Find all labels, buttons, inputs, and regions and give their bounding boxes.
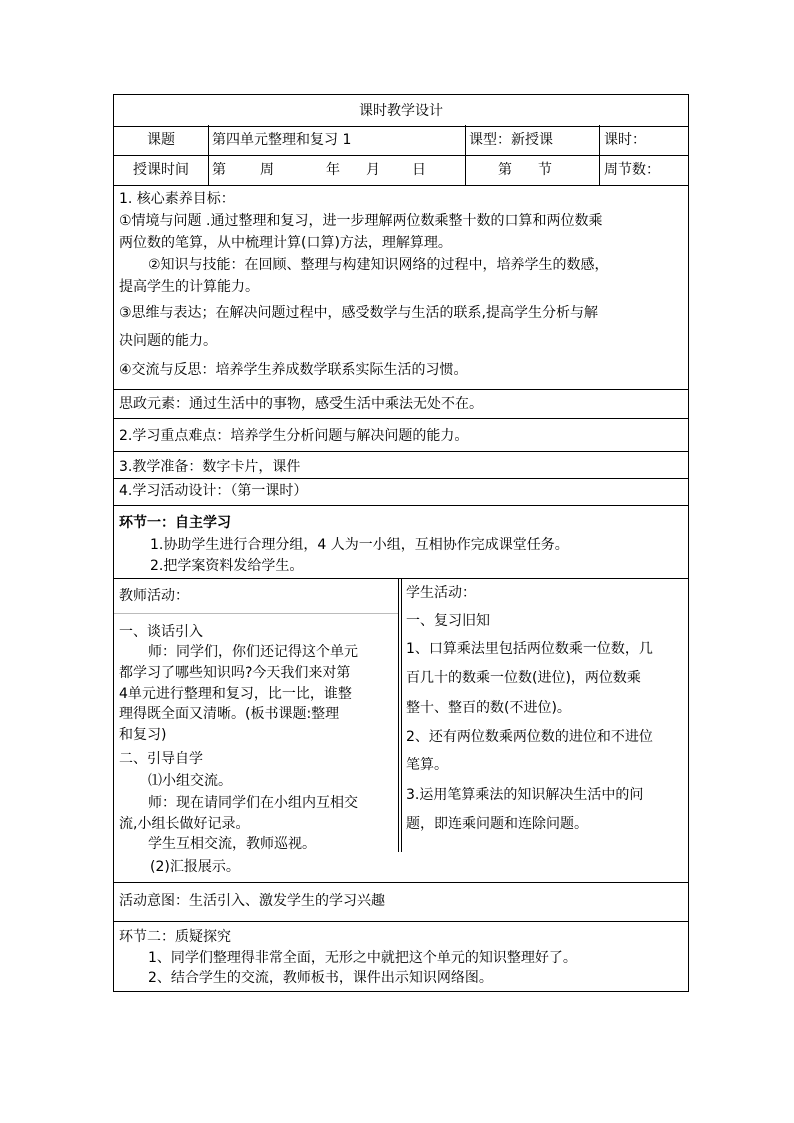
intent-row (113, 882, 689, 922)
activities-section (113, 578, 689, 883)
goal-line: 两位数的笔算，从中梳理计算(口算)方法，理解算理。 (119, 235, 452, 251)
activity-design-row (113, 478, 689, 506)
lesson-period: 课时： (604, 132, 646, 148)
teacher-line: 4单元进行整理和复习，比一比，谁整 (119, 686, 352, 702)
intent-text: 活动意图：生活引入、激发学生的学习兴趣 (119, 893, 385, 909)
time-label: 授课时间 (133, 162, 189, 178)
week-part: 月 (366, 162, 380, 178)
student-line: 1、口算乘法里包括两位数乘一位数，几 (406, 641, 653, 657)
section-one-heading: 环节一：自主学习 (119, 515, 231, 531)
ideology-text: 思政元素：通过生活中的事物，感受生活中乘法无处不在。 (119, 396, 483, 412)
activity-design-text: 4.学习活动设计：（第一课时） (119, 483, 308, 499)
week-part: 周 (260, 162, 274, 178)
subject-row (113, 125, 689, 156)
week-part: 第 (212, 162, 226, 178)
student-line: 整十、整百的数(不进位)。 (406, 700, 571, 716)
teacher-line: 学生互相交流，教师巡视。 (148, 836, 316, 852)
goal-line: ①情境与问题 .通过整理和复习，进一步理解两位数乘整十数的口算和两位数乘 (119, 213, 603, 229)
time-row (113, 155, 689, 186)
section-two-heading: 环节二：质疑探究 (119, 929, 231, 945)
ideology-row (113, 389, 689, 419)
section-one (113, 505, 689, 579)
week-part: 日 (412, 162, 426, 178)
student-heading: 学生活动： (406, 585, 476, 601)
section-two-item: 1、同学们整理得非常全面，无形之中就把这个单元的知识整理好了。 (148, 950, 577, 966)
week-count-label: 周节数： (604, 162, 660, 178)
teacher-line: 都学习了哪些知识吗?今天我们来对第 (119, 665, 351, 681)
key-points-text: 2.学习重点难点：培养学生分析问题与解决问题的能力。 (119, 428, 469, 444)
goal-line: 提高学生的计算能力。 (119, 279, 259, 295)
student-line: 题，即连乘问题和连除问题。 (406, 816, 588, 832)
teacher-line: (2)汇报展示。 (150, 859, 240, 875)
teacher-line: 流,小组长做好记录。 (119, 816, 250, 832)
student-line: 2、还有两位数乘两位数的进位和不进位 (406, 729, 653, 745)
key-points-row (113, 418, 689, 452)
section-one-item: 2.把学案资料发给学生。 (150, 558, 304, 574)
goal-line: ②知识与技能：在回顾、整理与构建知识网络的过程中，培养学生的数感， (148, 257, 609, 273)
document-title: 课时教学设计 (359, 103, 443, 119)
title-row (113, 94, 689, 127)
teacher-line: 师：现在请同学们在小组内互相交 (148, 795, 358, 811)
section-part: 节 (538, 162, 552, 178)
preparation-text: 3.教学准备：数字卡片，课件 (119, 459, 301, 475)
section-two-item: 2、结合学生的交流，教师板书，课件出示知识网络图。 (148, 970, 493, 986)
goal-line: ④交流与反思：培养学生养成数学联系实际生活的习惯。 (119, 362, 468, 378)
subject-label: 课题 (147, 132, 175, 148)
teacher-heading: 教师活动： (119, 588, 189, 604)
section-one-item: 1.协助学生进行合理分组，4 人为一小组，互相协作完成课堂任务。 (150, 537, 569, 553)
student-line: 百几十的数乘一位数(进位)，两位数乘 (406, 670, 641, 686)
section-two (113, 921, 689, 992)
goals-heading: 1. 核心素养目标： (119, 191, 235, 207)
lesson-type: 课型：新授课 (469, 132, 553, 148)
preparation-row (113, 451, 689, 479)
goals-section (113, 185, 689, 390)
goal-line: ③思维与表达；在解决问题过程中，感受数学与生活的联系,提高学生分析与解 (119, 305, 598, 321)
teacher-line: 和复习) (119, 727, 167, 743)
student-line: 3.运用笔算乘法的知识解决生活中的问 (406, 787, 644, 803)
teacher-line: 理得既全面又清晰。(板书课题:整理 (119, 706, 340, 722)
week-part: 年 (326, 162, 340, 178)
section-part: 第 (498, 162, 512, 178)
teacher-line: ⑴小组交流。 (148, 773, 232, 789)
teacher-line: 二、引导自学 (119, 751, 203, 767)
teacher-line: 一、谈话引入 (119, 624, 203, 640)
student-line: 一、复习旧知 (406, 613, 490, 629)
subject-value: 第四单元整理和复习 1 (212, 132, 352, 148)
student-line: 笔算。 (406, 757, 448, 773)
goal-line: 决问题的能力。 (119, 333, 217, 349)
teacher-line: 师：同学们，你们还记得这个单元 (148, 644, 358, 660)
